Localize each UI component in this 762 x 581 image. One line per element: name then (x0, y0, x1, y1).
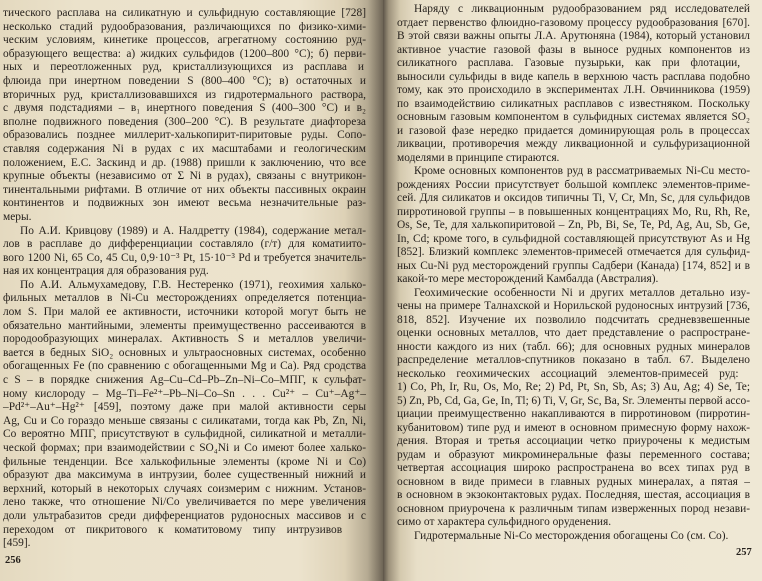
text-line (3, 225, 366, 239)
line-text: основном приурочена к различным типам изверженных пород незави- (397, 502, 750, 515)
text-line (3, 61, 366, 75)
text-line (397, 287, 750, 301)
text-line (397, 165, 750, 179)
text-line (397, 57, 750, 71)
text-line (397, 125, 750, 139)
text-line (3, 184, 366, 198)
text-line (397, 381, 750, 395)
line-text: какой-то мере месторождений Камбалда (Австралия). (397, 273, 659, 285)
text-line (3, 306, 366, 320)
line-text: образуют два максимума в интрузии, более существенный нижний и (3, 469, 366, 482)
text-line (397, 30, 750, 44)
text-line (397, 314, 750, 328)
line-text: In, Cd; кроме того, в сульфидной составляющей присутствуют As и Hg (397, 232, 750, 245)
text-line (3, 401, 366, 415)
line-text: ному кислороду – Mg–Ti–Fe²⁺–Pb–Ni–Co–Sn . . . Cu²⁺ – Cu⁺–Ag⁺– (3, 387, 366, 400)
text-line (397, 233, 750, 247)
text-line (3, 388, 366, 402)
text-line (397, 44, 750, 58)
text-line (397, 71, 750, 85)
text-line (397, 300, 750, 314)
text-line (397, 260, 750, 274)
text-line (397, 273, 750, 287)
text-line (3, 469, 366, 483)
line-text: чены на примере Талнахской и Норильской рудоносных интрузий [736, (397, 300, 750, 312)
line-text: пирротиновой группы – в повышенных концентрациях Mo, Ru, Rh, Re, (397, 205, 750, 218)
text-line (3, 252, 366, 266)
line-text: [852]. Близкий комплекс элементов-примесей отмечается для сульфид- (397, 246, 750, 258)
line-text: обязательно мантийными, элементы преимущественно рассеиваются в (3, 319, 366, 332)
line-text: Co вероятно МПГ, присутствуют в сульфидной, силикатной и металли- (3, 428, 366, 441)
text-line (3, 442, 366, 456)
paragraph (397, 530, 750, 544)
line-text: положением, Е.С. Заскинд и др. (1988) пришли к заключению, что все (3, 156, 366, 169)
text-line (3, 102, 366, 116)
paragraph (3, 7, 366, 225)
text-line (3, 374, 366, 388)
paragraph (397, 287, 750, 530)
line-text: распределение металлов-спутников показано в табл. 67. Выделено (397, 354, 750, 366)
line-text: 818, 852]. Изучение их позволило подсчитать средневзвешенные (397, 313, 750, 326)
line-text: вполне подвижного поведения (300–200 °С). В результате диафтореза (3, 115, 366, 128)
text-line (397, 462, 750, 476)
line-text: с двумя подстадиями – в₁ инертного поведения S (400–300 °С) и в₂ (3, 102, 366, 115)
line-text: крупные объекты (независимо от Σ Ni в рудах), связаны с внутрикон- (3, 170, 366, 183)
line-text: рудам и образуют микроминеральные фазы переменного состава; (397, 448, 750, 461)
line-text: ных и переотложенных руд, кристаллизующихся из расплава и (3, 61, 364, 74)
line-text: нности каждого из них (табл. 66); для основных рудных минералов (397, 340, 750, 353)
line-text: По А.И. Кривцову (1989) и А. Налдретту (1984), содержание метал- (20, 224, 366, 237)
text-line (3, 75, 366, 89)
line-text: Геохимические особенности Ni и других металлов детально изу- (414, 286, 750, 299)
page-number: 256 (5, 555, 21, 566)
text-line (397, 84, 750, 98)
right-page-text (397, 3, 750, 543)
text-line (3, 238, 366, 252)
text-line (3, 496, 366, 510)
line-text: по взаимодействию силикатных расплавов с известняком. Поскольку (397, 97, 750, 110)
text-line (3, 333, 366, 347)
line-text: несколько геохимических ассоциаций элементов-примесей руд: (397, 367, 739, 380)
text-line (3, 143, 366, 157)
text-line (3, 21, 366, 35)
text-line (3, 320, 366, 334)
line-text: четвертая ассоциация широко распространена во всех типах руд в (397, 462, 750, 474)
line-text: рождениях России присутствует большой комплекс элементов-приме- (397, 178, 750, 191)
text-line (3, 456, 366, 470)
text-line (397, 219, 750, 233)
text-line (3, 483, 366, 497)
text-line (397, 192, 750, 206)
page-number: 257 (736, 547, 752, 558)
line-text: обогащенных Fe (по сравнению с обогащенными Mg и Ca). Ряд сродства (3, 360, 366, 373)
text-line (3, 170, 366, 184)
line-text: силикатного расплава. Газовые пузырьки, как при флотации, (397, 57, 741, 69)
text-line (397, 327, 750, 341)
line-text: несколько стадий рудообразования, различающихся по физико-хими- (3, 20, 366, 33)
line-text: ных Cu-Ni руд месторождений группы Садбери (Канада) [174, 852] и в (397, 259, 750, 272)
line-text: ческой формах; при взаимодействии с SO₄Ni и Co имеют более халько- (3, 442, 366, 454)
line-text: ная их концентрация для образования руд. (3, 265, 209, 278)
text-line (3, 265, 366, 279)
line-text: В этой связи важны опыты Л.А. Арутюняна (1984), который установил (397, 30, 750, 42)
text-line (397, 516, 750, 530)
line-text: моделями в принципе стираются. (397, 151, 560, 164)
text-line (3, 211, 366, 225)
text-line (397, 435, 750, 449)
text-line (397, 246, 750, 260)
right-page (383, 0, 762, 581)
line-text: в основном в экзоконтактовых рудах. Последняя, шестая, ассоциация в (397, 489, 750, 501)
text-line (3, 157, 366, 171)
text-line (3, 360, 366, 374)
line-text: отдает первенство флюидно-газовому процессу рудообразования [670]. (397, 16, 750, 29)
line-text: породообразующих минералах. Активность S и металлов увеличи- (3, 333, 366, 346)
line-text: –Pd²⁺–Au⁺–Hg²⁺ [459], поэтому даже при малой активности серы (3, 401, 366, 414)
line-text: 1) Co, Ph, Ir, Ru, Os, Mo, Re; 2) Pd, Pt, Sn, Sb, As; 3) Au, Ag; 4) Se, Te; (397, 381, 750, 393)
line-text: активное участие газовой фазы в выносе рудных компонентов из (397, 43, 750, 56)
line-text: Гидротермальные Ni-Co месторождения обогащены Co (см. Co). (414, 529, 729, 542)
line-text: тому, как это происходило в экспериментах Л.Н. Овчинникова (1959) (397, 84, 750, 96)
text-line (3, 129, 366, 143)
text-line (3, 48, 366, 62)
line-text: фильные тенденции. Все халькофильные элементы (кроме Ni и Co) (3, 455, 366, 468)
text-line (397, 3, 750, 17)
line-text: образовались позднее миллерит-халькопирит-пиритовые руды. Сопо- (3, 129, 366, 142)
text-line (3, 415, 366, 429)
line-text: ставляя содержания Ni в рудах с их масштабами и геологическим (3, 142, 366, 155)
line-text: 5) Zn, Pb, Cd, Ga, Ge, In, Tl; 6) Ti, V, Gr, Sc, Ba, Sr. Элементы первой ассо- (397, 394, 750, 407)
line-text: лено также, что отношение Ni/Co увеличивается по мере увеличения (3, 496, 366, 509)
text-line (397, 152, 750, 166)
line-text: лом S. При малой ее активности, источники которой могут быть не (3, 306, 366, 319)
text-line (397, 530, 750, 544)
text-line (3, 428, 366, 442)
text-line (397, 111, 750, 125)
text-line (397, 476, 750, 490)
text-line (397, 489, 750, 503)
line-text: Ag, Cu и Co гораздо меньше связаны с силикатами, тогда как Pb, Zn, Ni, (3, 414, 366, 427)
line-text: [459]. (3, 537, 31, 550)
line-text: вого 1200 Ni, 65 Co, 45 Cu, 0,9·10⁻³ Pt, 15·10⁻³ Pd и требуется значитель- (3, 251, 366, 264)
text-line (397, 395, 750, 409)
line-text: вается в бедных SiO₂ основных и ультраосновных системах, особенно (3, 346, 366, 359)
line-text: ликвации, противоречия между ликвационной и сульфуризационной (397, 138, 750, 150)
text-line (3, 292, 366, 306)
text-line (397, 179, 750, 193)
text-line (3, 34, 366, 48)
line-text: Кроме основных компонентов руд в рассматриваемых Ni-Cu место- (414, 165, 750, 177)
text-line (397, 354, 750, 368)
line-text: верхний, который в некоторых случаях соизмерим с нижним. Установ- (3, 482, 366, 495)
line-text: основном в виде примеси в главных рудных минералах, а пятая – (397, 475, 750, 488)
left-page-text (3, 7, 366, 551)
text-line (397, 138, 750, 152)
paragraph (397, 165, 750, 287)
line-text: флюида при инертном поведении S (800–400 °С); в) остаточных и (3, 74, 366, 87)
text-line (3, 116, 366, 130)
text-line (3, 347, 366, 361)
line-text: ческим условиям, кинетике процессов, агрегатному состоянию руд- (3, 34, 366, 47)
line-text: сей. Для силикатов и оксидов типичны Ti, V, Cr, Mn, Sc, для сульфидов (397, 192, 750, 204)
line-text: выносили сульфиды в виде капель в верхнюю часть расплава подобно (397, 70, 750, 83)
text-line (397, 503, 750, 517)
text-line (3, 279, 366, 293)
text-line (3, 7, 366, 21)
line-text: циации преимущественно накапливаются в пирротиновом (пирротин- (397, 408, 750, 420)
text-line (3, 197, 366, 211)
text-line (397, 408, 750, 422)
text-line (397, 206, 750, 220)
line-text: с S – в порядке снижения Ag–Cu–Cd–Pb–Zn–Ni–Co–МПГ, к сульфат- (3, 374, 366, 387)
line-text: По А.И. Альмухамедову, Г.В. Нестеренко (1971), геохимия халько- (20, 278, 366, 291)
text-line (397, 98, 750, 112)
line-text: и газовой фазе нередко придается доминирующая роль в процессах (397, 124, 750, 137)
text-line (3, 89, 366, 103)
line-text: образующего вещества: а) жидких сульфидов (1200–800 °С); б) перви- (3, 47, 366, 60)
text-line (397, 17, 750, 31)
line-text: дения. Вторая и третья ассоциации четко приурочены к медистым (397, 435, 750, 447)
paragraph (3, 225, 366, 279)
line-text: доли ультрабазитов среди дифференциатов рудоносных массивов и с (3, 509, 366, 522)
text-line (397, 422, 750, 436)
line-text: основным газовым компонентом в сульфидных системах является SO₂ (397, 111, 750, 123)
line-text: переходом от пикритового к коматитовому типу интрузивов (3, 523, 343, 536)
line-text: Наряду с ликвационным рудообразованием ряд исследователей (414, 3, 750, 15)
line-text: оценки основных металлов, что дает представление о распростране- (397, 327, 750, 339)
line-text: лов в расплаве до дифференциации составляло (г/т) для коматиито- (3, 238, 366, 251)
line-text: симо от характера сульфидного оруденения. (397, 516, 612, 528)
line-text: тического расплава на силикатную и сульфидную составляющие [728] (3, 7, 366, 19)
line-text: меры. (3, 210, 32, 223)
paragraph (397, 3, 750, 165)
text-line (397, 368, 750, 382)
text-line (3, 510, 366, 524)
line-text: фильных металлов в Ni-Cu месторождениях определяется потенциа- (3, 292, 366, 305)
text-line (397, 449, 750, 463)
line-text: Os, Se, Te, для халькопиритовой – Zn, Pb, Bi, Se, Te, Pd, Ag, Au, Sb, Ge, (397, 219, 750, 231)
line-text: кубанитовом) типе руд и имеют в основном примесную форму нахож- (397, 421, 750, 434)
line-text: континентов и подвижных зон имеют весьма незначительные раз- (3, 197, 366, 210)
text-line (397, 341, 750, 355)
line-text: вторичных руд, кристаллизовавшихся из гидротермального раствора, (3, 88, 366, 101)
text-line (3, 524, 366, 538)
line-text: тинентальными рифтами. В отличие от них объекты пассивных окраин (3, 183, 366, 196)
paragraph (3, 279, 366, 551)
text-line (3, 537, 366, 551)
